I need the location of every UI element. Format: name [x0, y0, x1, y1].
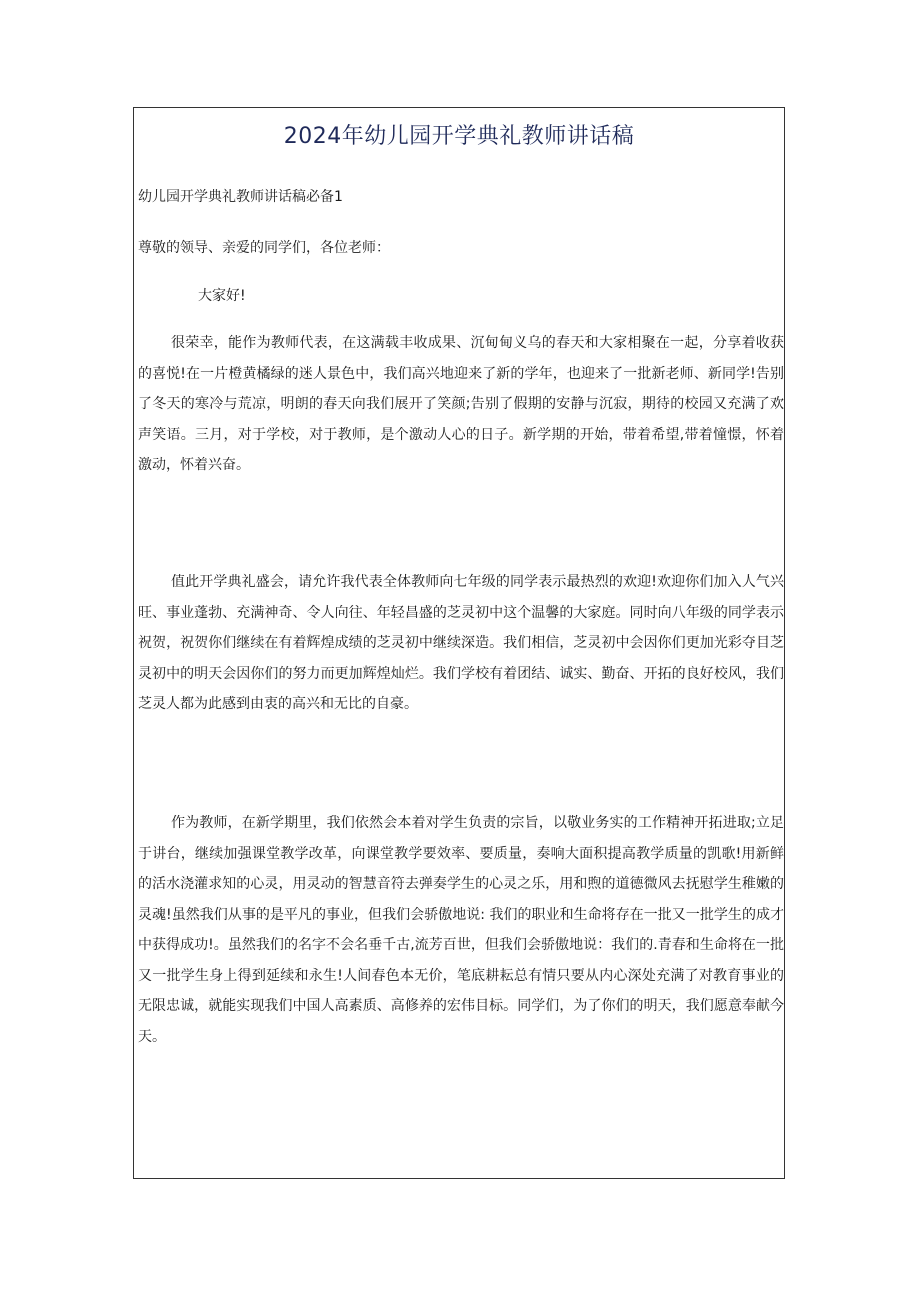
document-page	[133, 107, 785, 1179]
greeting: 大家好!	[198, 288, 246, 304]
document-subtitle: 幼儿园开学典礼教师讲话稿必备1	[138, 189, 343, 205]
salutation: 尊敬的领导、亲爱的同学们，各位老师：	[138, 240, 390, 256]
document-title: 2024年幼儿园开学典礼教师讲话稿	[283, 124, 635, 149]
paragraph-1: 很荣幸，能作为教师代表，在这满载丰收成果、沉甸甸义乌的春天和大家相聚在一起，分享着收获的喜悦!在一片橙黄橘绿的迷人景色中，我们高兴地迎来了新的学年，也迎来了一批新老师、新同学!告别了冬天的寒冷与荒凉，明朗的春天向我们展开了笑颜;告别了假期的安静与沉寂，期待的校园又充满了欢声笑语。三月，对于学校，对于教师，是个激动人心的日子。新学期的开始，带着希望,带着憧憬，怀着激动，怀着兴奋。	[138, 335, 784, 473]
paragraph-2: 值此开学典礼盛会，请允许我代表全体教师向七年级的同学表示最热烈的欢迎!欢迎你们加入人气兴旺、事业蓬勃、充满神奇、令人向往、年轻昌盛的芝灵初中这个温馨的大家庭。同时向八年级的同学表示祝贺，祝贺你们继续在有着辉煌成绩的芝灵初中继续深造。我们相信，芝灵初中会因你们更加光彩夺目芝灵初中的明天会因你们的努力而更加辉煌灿烂。我们学校有着团结、诚实、勤奋、开拓的良好校风，我们芝灵人都为此感到由衷的高兴和无比的自豪。	[138, 574, 784, 712]
paragraph-3: 作为教师，在新学期里，我们依然会本着对学生负责的宗旨，以敬业务实的工作精神开拓进取;立足于讲台，继续加强课堂教学改革，向课堂教学要效率、要质量，奏响大面积提高教学质量的凯歌!用新鲜的活水浇灌求知的心灵，用灵动的智慧音符去弹奏学生的心灵之乐，用和煦的道德微风去抚慰学生稚嫩的灵魂!虽然我们从事的是平凡的事业，但我们会骄傲地说: 我们的职业和生命将存在一批又一批学生的成才中获得成功!。虽然我们的名字不会名垂千古,流芳百世，但我们会骄傲地说：我们的.青春和生命将在一批又一批学生身上得到延续和永生!人间春色本无价，笔底耕耘总有情只要从内心深处充满了对教育事业的无限忠诚，就能实现我们中国人高素质、高修养的宏伟目标。同学们，为了你们的明天，我们愿意奉献今天。	[138, 815, 784, 1045]
